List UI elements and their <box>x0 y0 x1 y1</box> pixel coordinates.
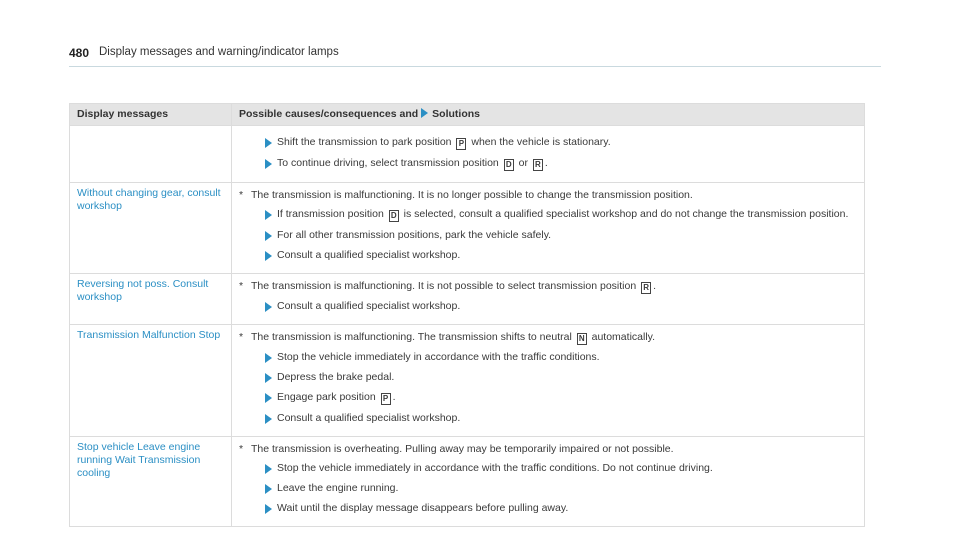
solution-cell <box>232 274 865 325</box>
solution-step: Consult a qualified specialist workshop. <box>239 412 857 425</box>
asterisk: * <box>239 331 244 343</box>
cause-text: * The transmission is malfunctioning. It is not possible to select transmission position R . <box>239 280 657 292</box>
page-header <box>69 46 881 67</box>
table-row <box>70 437 865 527</box>
arrow-icon <box>421 108 428 118</box>
cause-text: * The transmission is malfunctioning. It is no longer possible to change the transmission position. <box>239 189 693 201</box>
arrow-icon <box>265 210 272 220</box>
message-cell: Transmission Malfunction Stop <box>70 325 232 437</box>
solution-step: Wait until the display message disappears before pulling away. <box>239 502 857 515</box>
arrow-icon <box>265 138 272 148</box>
column-header-display-messages: Display messages <box>70 104 232 126</box>
asterisk: * <box>239 443 244 455</box>
solution-step: Engage park position P . <box>239 391 857 405</box>
solution-cell <box>232 437 865 527</box>
message-cell: Reversing not poss. Consult workshop <box>70 274 232 325</box>
solution-step: Leave the engine running. <box>239 482 857 495</box>
arrow-icon <box>265 251 272 261</box>
table-header-row <box>70 104 865 126</box>
message-cell: Stop vehicle Leave engine running Wait Transmission cooling <box>70 437 232 527</box>
arrow-icon <box>265 393 272 403</box>
solution-cell <box>232 183 865 274</box>
table-row <box>70 274 865 325</box>
gear-p-icon: P <box>456 138 466 150</box>
arrow-icon <box>265 159 272 169</box>
gear-p-icon: P <box>381 393 391 405</box>
table-row <box>70 126 865 183</box>
solution-step: Consult a qualified specialist workshop. <box>239 300 857 313</box>
solution-step: To continue driving, select transmission position D or R . <box>239 157 857 171</box>
table-row <box>70 325 865 437</box>
column-header-solutions-label: Solutions <box>432 108 481 120</box>
arrow-icon <box>265 353 272 363</box>
display-messages-table <box>69 103 865 527</box>
message-cell: Without changing gear, consult workshop <box>70 183 232 274</box>
cause-text: * The transmission is malfunctioning. The transmission shifts to neutral N automatically. <box>239 331 656 343</box>
table-row <box>70 183 865 274</box>
gear-r-icon: R <box>641 282 651 294</box>
solution-step: If transmission position D is selected, consult a qualified specialist workshop and do not change the transmission position. <box>239 208 857 222</box>
cause-text: * The transmission is overheating. Pulling away may be temporarily impaired or not possible. <box>239 443 674 455</box>
solution-step: Consult a qualified specialist workshop. <box>239 249 857 262</box>
page-number: 480 <box>69 46 90 60</box>
arrow-icon <box>265 373 272 383</box>
gear-n-icon: N <box>577 333 587 345</box>
solution-step: Stop the vehicle immediately in accordance with the traffic conditions. <box>239 351 857 364</box>
solution-step: For all other transmission positions, park the vehicle safely. <box>239 229 857 242</box>
gear-r-icon: R <box>533 159 543 171</box>
arrow-icon <box>265 414 272 424</box>
page-title: Display messages and warning/indicator lamps <box>99 46 339 58</box>
gear-d-icon: D <box>504 159 514 171</box>
solution-cell <box>232 325 865 437</box>
solution-step: Stop the vehicle immediately in accordance with the traffic conditions. Do not continue driving. <box>239 462 857 475</box>
arrow-icon <box>265 504 272 514</box>
gear-d-icon: D <box>389 210 399 222</box>
column-header-causes-label: Possible causes/consequences and <box>239 108 419 120</box>
column-header-causes-solutions <box>232 104 865 126</box>
arrow-icon <box>265 231 272 241</box>
message-cell <box>70 126 232 183</box>
arrow-icon <box>265 302 272 312</box>
solution-cell <box>232 126 865 183</box>
solution-step: Shift the transmission to park position P when the vehicle is stationary. <box>239 136 857 150</box>
solution-step: Depress the brake pedal. <box>239 371 857 384</box>
arrow-icon <box>265 464 272 474</box>
asterisk: * <box>239 189 244 201</box>
arrow-icon <box>265 484 272 494</box>
asterisk: * <box>239 280 244 292</box>
